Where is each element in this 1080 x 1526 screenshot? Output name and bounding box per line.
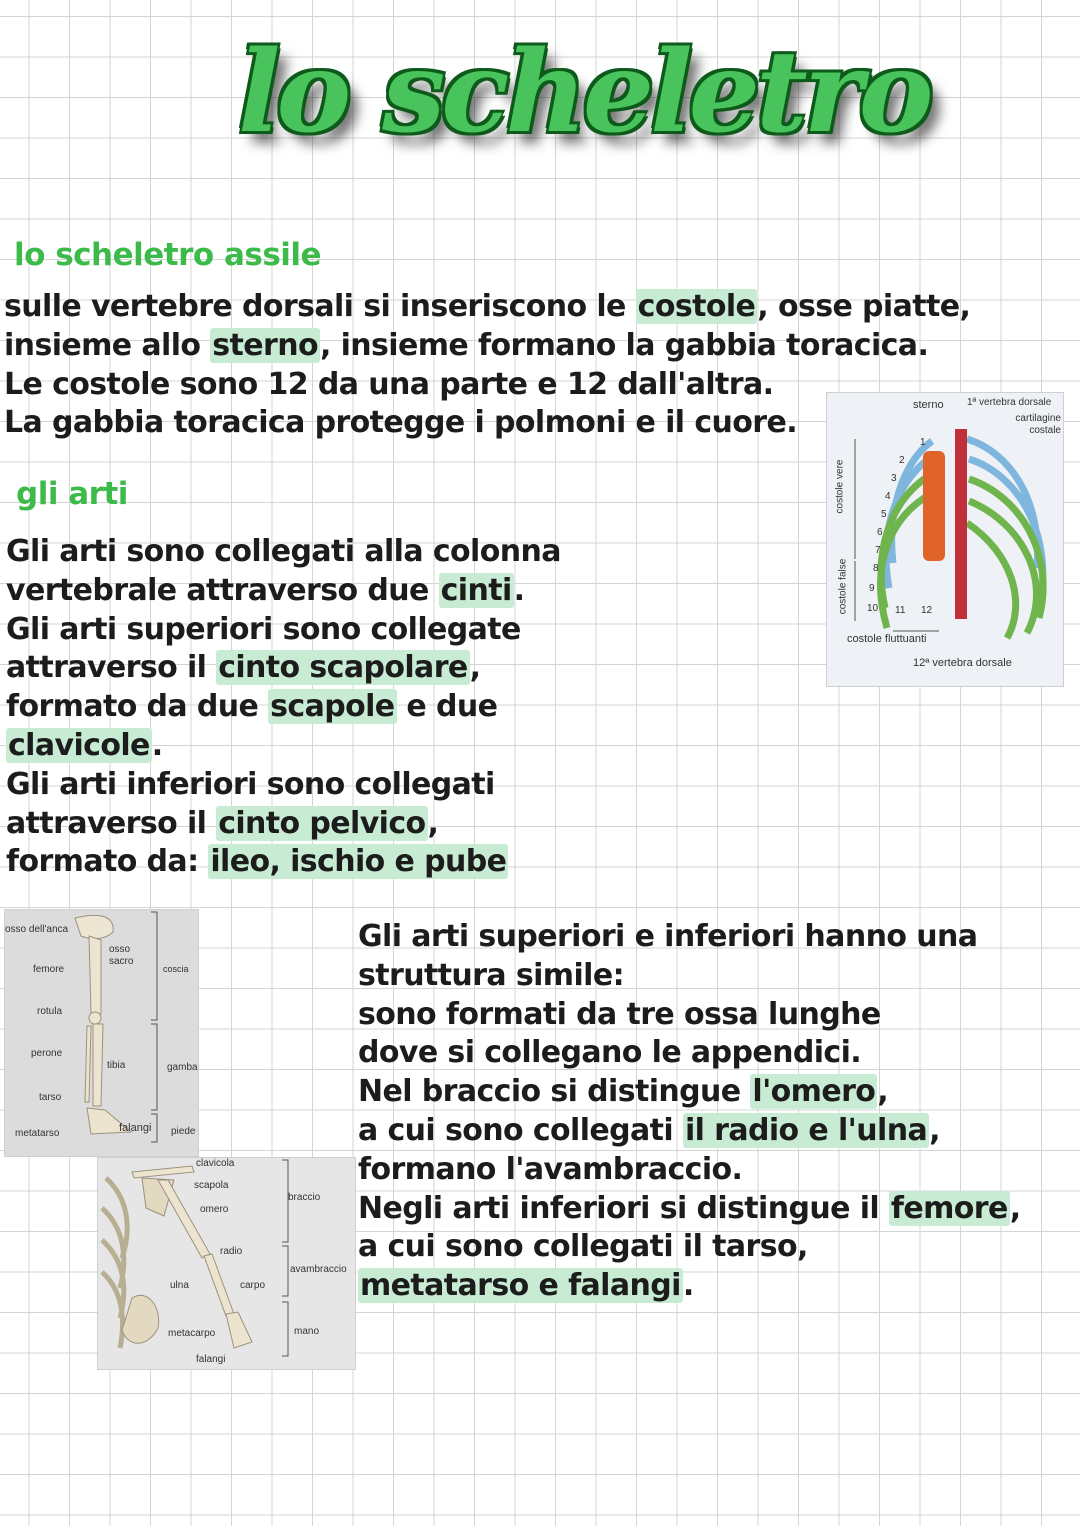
rib-number-8: 8 — [873, 563, 879, 574]
clavicle-shape — [132, 1166, 194, 1178]
label-true-ribs: costole vere — [834, 459, 846, 514]
text-segment: . — [682, 1268, 694, 1304]
text-line — [358, 918, 1021, 957]
text-segment: La gabbia toracica protegge i polmoni e il cuore. — [4, 405, 798, 441]
highlighted-term: ileo, ischio e pube — [210, 844, 507, 880]
text-segment: , insieme formano la gabbia toracica. — [319, 327, 929, 363]
highlighted-term: femore — [890, 1190, 1008, 1226]
rib-number-3: 3 — [891, 473, 897, 484]
label-arm: braccio — [288, 1192, 321, 1203]
text-segment: , osse piatte, — [757, 289, 971, 324]
label-hip-bone: osso dell'anca — [5, 924, 69, 935]
text-line — [6, 533, 561, 572]
text-segment: , — [1009, 1190, 1021, 1226]
limbs-paragraph — [6, 533, 561, 882]
text-line — [358, 996, 1021, 1035]
tibia-shape — [93, 1024, 103, 1106]
label-phalanges: falangi — [196, 1354, 226, 1365]
text-segment: Gli arti sono collegati alla colonna — [6, 534, 561, 569]
text-line — [6, 611, 561, 650]
label-foot: piede — [171, 1126, 196, 1137]
leg-brackets — [151, 912, 157, 1142]
text-line — [6, 649, 561, 688]
text-line — [358, 1190, 1021, 1229]
humerus-shape — [158, 1180, 210, 1258]
text-segment: formano l'avambraccio. — [358, 1151, 743, 1187]
label-phalanges: falangi — [119, 1122, 152, 1134]
label-floating-ribs: costole fluttuanti — [847, 633, 927, 645]
rib-number-6: 6 — [877, 527, 883, 538]
label-shin: gamba — [167, 1062, 198, 1073]
text-segment: , — [877, 1074, 889, 1110]
arm-brackets — [282, 1160, 288, 1356]
highlighted-term: clavicole — [8, 727, 150, 763]
text-line — [358, 957, 1021, 996]
patella-shape — [89, 1012, 101, 1024]
text-line — [358, 1228, 1021, 1267]
structure-paragraph — [358, 918, 1021, 1306]
ribcage-figure — [826, 392, 1064, 687]
text-segment: formato da: — [6, 844, 209, 880]
highlighted-term: cinto scapolare — [218, 650, 468, 686]
rib-number-12: 12 — [921, 605, 933, 616]
label-femur: femore — [33, 964, 65, 975]
rib-number-4: 4 — [885, 491, 891, 502]
pelvis-shape — [75, 915, 113, 938]
label-radius: radio — [220, 1246, 243, 1257]
text-segment: insieme allo — [4, 327, 211, 363]
text-segment: a cui sono collegati — [358, 1112, 683, 1148]
text-segment: . — [151, 727, 163, 763]
text-segment: attraverso il — [6, 650, 217, 686]
section-heading-limbs: gli arti — [16, 476, 128, 512]
text-line — [6, 727, 561, 766]
label-metatarsus: metatarso — [15, 1128, 60, 1139]
leg-drawing — [5, 910, 198, 1156]
text-line — [4, 327, 970, 366]
label-tibia: tibia — [107, 1060, 126, 1071]
text-segment: , — [469, 650, 481, 686]
label-tarsus: tarso — [39, 1092, 62, 1103]
text-segment: Nel braccio si distingue — [358, 1074, 751, 1110]
text-line — [6, 688, 561, 727]
text-line — [6, 572, 561, 611]
highlighted-term: sterno — [212, 327, 318, 363]
text-segment: struttura simile: — [358, 957, 624, 993]
text-line — [358, 1151, 1021, 1190]
label-humerus: omero — [200, 1204, 229, 1215]
text-line — [6, 843, 561, 882]
highlighted-term: il radio e l'ulna — [684, 1112, 928, 1148]
label-false-ribs: costole false — [837, 558, 849, 615]
text-segment: dove si collegano le appendici. — [358, 1035, 862, 1071]
label-metacarpus: metacarpo — [168, 1328, 216, 1339]
section-heading-axial: lo scheletro assile — [14, 237, 322, 273]
text-segment: formato da due — [6, 689, 269, 725]
text-segment: . — [513, 572, 525, 608]
rib-number-5: 5 — [881, 509, 887, 520]
label-hand: mano — [294, 1326, 320, 1337]
highlighted-term: l'omero — [752, 1074, 876, 1110]
pelvis-shape — [122, 1295, 159, 1343]
text-segment: Gli arti superiori sono collegate — [6, 611, 521, 647]
femur-shape — [89, 936, 101, 1014]
ribs-shape — [102, 1178, 127, 1348]
highlighted-term: metatarso e falangi — [360, 1268, 681, 1304]
text-segment: e due — [396, 689, 498, 725]
label-patella: rotula — [37, 1006, 63, 1017]
text-line — [4, 288, 970, 327]
text-segment: sulle vertebre dorsali si inseriscono le — [4, 289, 636, 324]
forearm-shape — [204, 1254, 234, 1316]
text-line — [358, 1073, 1021, 1112]
rib-number-10: 10 — [867, 603, 879, 614]
text-segment: Le costole sono 12 da una parte e 12 dall'altra. — [4, 366, 774, 402]
label-sterno: sterno — [913, 399, 944, 411]
label-twelfth-vertebra: 12ª vertebra dorsale — [913, 657, 1012, 669]
text-segment: Gli arti inferiori sono collegati — [6, 766, 495, 802]
label-forearm: avambraccio — [290, 1264, 347, 1275]
text-segment: a cui sono collegati il tarso, — [358, 1229, 808, 1265]
rib-number-11: 11 — [895, 605, 906, 616]
text-segment: attraverso il — [6, 805, 217, 841]
text-segment: Negli arti inferiori si distingue il — [358, 1190, 889, 1226]
spine-shape — [955, 429, 967, 619]
text-line — [358, 1267, 1021, 1306]
fibula-shape — [85, 1026, 91, 1102]
sternum-shape — [923, 451, 945, 561]
label-thigh: coscia — [163, 964, 189, 974]
highlighted-term: cinti — [440, 572, 512, 608]
rib-number-1: 1 — [920, 437, 926, 448]
label-fibula: perone — [31, 1048, 63, 1059]
rib-number-2: 2 — [899, 455, 905, 466]
text-line — [6, 766, 561, 805]
leg-figure — [4, 909, 199, 1157]
hand-shape — [226, 1312, 252, 1348]
page-title: lo scheletro — [238, 27, 930, 158]
label-first-vertebra: 1ª vertebra dorsale — [967, 397, 1052, 408]
text-line — [358, 1034, 1021, 1073]
rib-number-7: 7 — [875, 545, 881, 556]
label-carpus: carpo — [240, 1280, 266, 1291]
label-scapula: scapola — [194, 1180, 229, 1191]
text-segment: Gli arti superiori e inferiori hanno una — [358, 919, 978, 954]
label-ulna: ulna — [170, 1280, 189, 1291]
highlighted-term: cinto pelvico — [218, 805, 426, 841]
highlighted-term: scapole — [270, 689, 395, 725]
highlighted-term: costole — [637, 289, 756, 324]
text-segment: sono formati da tre ossa lunghe — [358, 996, 881, 1032]
text-line — [358, 1112, 1021, 1151]
arm-figure — [97, 1157, 356, 1370]
text-segment: , — [427, 805, 439, 841]
text-segment: vertebrale attraverso due — [6, 572, 439, 608]
label-sacrum: osso sacro — [109, 944, 134, 967]
text-segment: , — [929, 1112, 940, 1148]
text-line — [6, 805, 561, 844]
label-cartilage: cartilagine costale — [1015, 413, 1061, 436]
label-clavicle: clavicola — [196, 1158, 235, 1169]
rib-number-9: 9 — [869, 583, 875, 594]
